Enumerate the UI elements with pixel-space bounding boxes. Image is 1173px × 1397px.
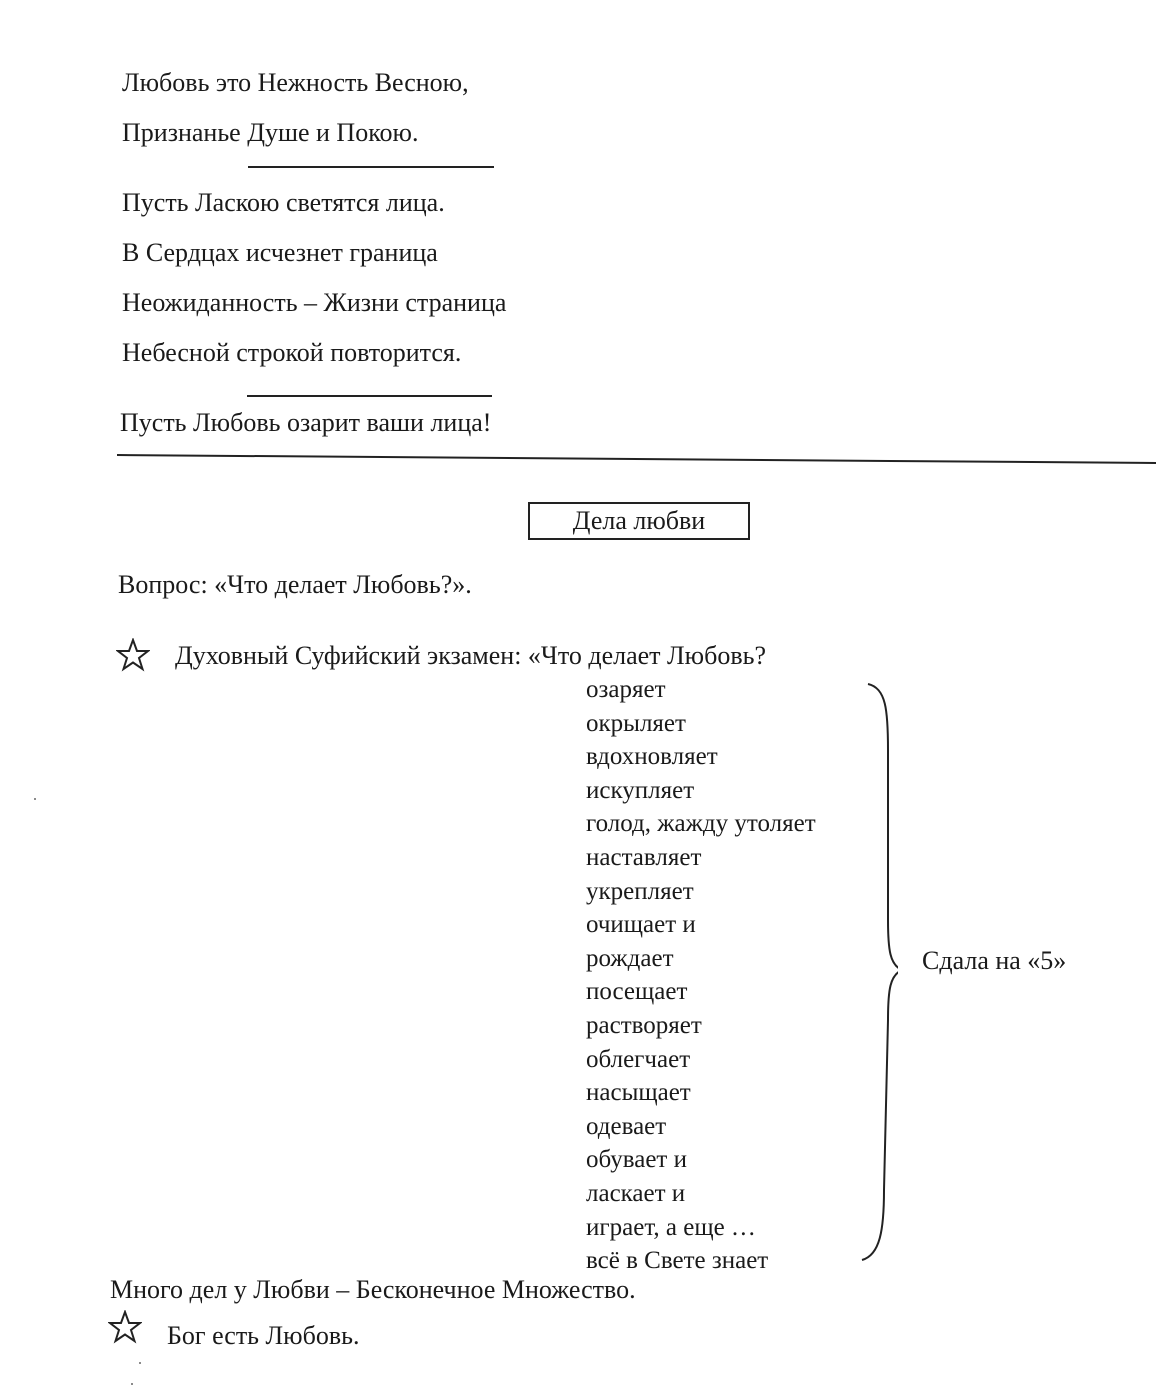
section-title: Дела любви [572,506,706,535]
list-item: играет, а еще … [586,1213,756,1241]
list-item: обувает и [586,1146,687,1174]
poem-closing-line: Пусть Любовь озарит ваши лица! [120,408,492,437]
poem-line: Неожиданность – Жизни страница [122,288,507,317]
short-divider [248,166,494,168]
poem-line: Признанье Душе и Покою. [122,118,419,147]
scan-speck [131,1383,133,1385]
list-item: насыщает [586,1079,691,1107]
scan-speck [139,1362,141,1364]
exam-line: Духовный Суфийский экзамен: «Что делает Любовь? [175,641,766,670]
poem-line: Пусть Ласкою светятся лица. [122,188,445,217]
section-title-box [528,502,750,540]
list-item: ласкает и [586,1179,686,1207]
list-item: одевает [586,1112,667,1140]
list-item: очищает и [586,911,696,939]
list-item: окрыляет [586,709,686,737]
poem-line: В Сердцах исчезнет граница [122,238,438,267]
result-text: Сдала на «5» [922,946,1067,975]
list-item: всё в Свете знает [586,1247,769,1275]
summary-line: Много дел у Любви – Бесконечное Множество. [110,1275,636,1304]
love-deeds-list [586,673,816,1278]
poem-line: Небесной строкой повторится. [122,338,462,367]
list-item: голод, жажду утоляет [586,810,816,838]
scan-speck [34,798,36,800]
list-item: укрепляет [586,877,694,905]
star-outline-icon [116,638,150,672]
list-item: посещает [586,978,688,1006]
list-item: озаряет [586,676,666,703]
poem-line: Любовь это Нежность Весною, [122,68,469,97]
list-item: рождает [586,944,674,972]
list-item: искупляет [586,776,695,804]
final-line: Бог есть Любовь. [167,1321,360,1350]
star-outline-icon [108,1310,142,1344]
list-item: вдохновляет [586,743,718,771]
curly-brace-icon [858,680,898,1262]
short-divider [247,395,492,397]
list-item: облегчает [586,1045,691,1073]
list-item: наставляет [586,843,702,871]
list-item: растворяет [586,1011,702,1039]
question-line: Вопрос: «Что делает Любовь?». [118,570,472,599]
